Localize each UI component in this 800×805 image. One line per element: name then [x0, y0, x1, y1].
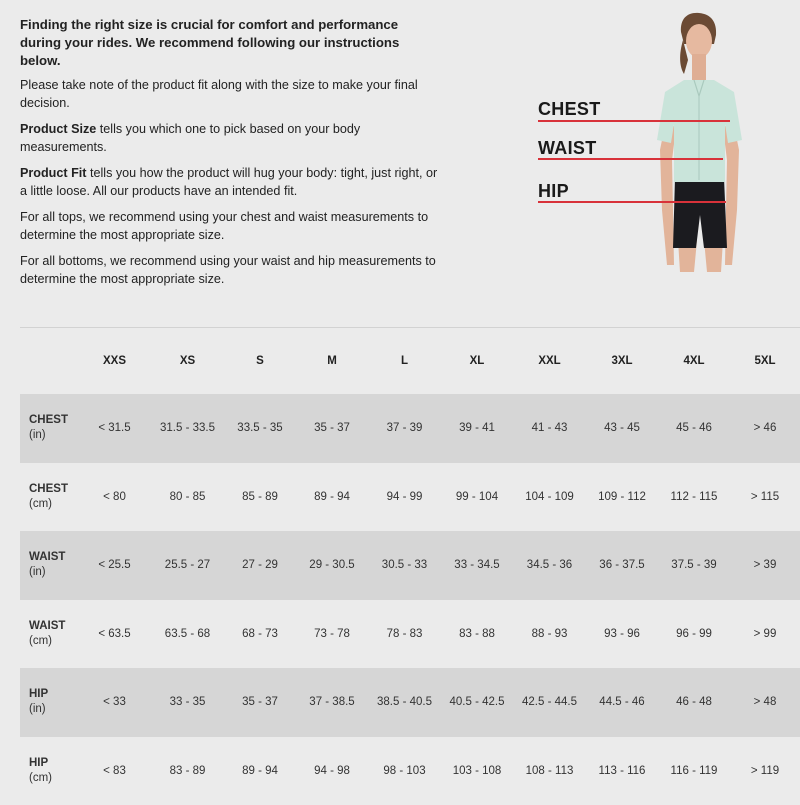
- table-cell: 93 - 96: [586, 600, 658, 669]
- table-cell: 30.5 - 33: [368, 531, 441, 600]
- tops-advice: For all tops, we recommend using your chest and waist measurements to determine the most appropriate size.: [20, 209, 440, 244]
- table-cell: > 48: [730, 668, 800, 737]
- row-unit: (cm): [29, 634, 77, 649]
- table-cell: 83 - 88: [441, 600, 513, 669]
- intro-note: Please take note of the product fit along with the size to make your final decision.: [20, 77, 440, 112]
- table-cell: 108 - 113: [513, 737, 586, 805]
- table-row: [20, 394, 800, 463]
- table-cell: 88 - 93: [513, 600, 586, 669]
- table-cell: < 80: [78, 463, 151, 532]
- table-cell: 40.5 - 42.5: [441, 668, 513, 737]
- size-header: XXL: [513, 328, 586, 394]
- product-size-paragraph: [20, 121, 440, 156]
- row-header: [20, 394, 78, 463]
- table-cell: 43 - 45: [586, 394, 658, 463]
- size-header: L: [368, 328, 441, 394]
- table-cell: 89 - 94: [224, 737, 296, 805]
- table-cell: 68 - 73: [224, 600, 296, 669]
- size-header: 5XL: [730, 328, 800, 394]
- table-cell: 37 - 38.5: [296, 668, 368, 737]
- table-cell: 80 - 85: [151, 463, 224, 532]
- table-cell: < 83: [78, 737, 151, 805]
- table-cell: 42.5 - 44.5: [513, 668, 586, 737]
- row-unit: (in): [29, 702, 77, 717]
- table-cell: 113 - 116: [586, 737, 658, 805]
- table-cell: 36 - 37.5: [586, 531, 658, 600]
- row-measure-name: HIP: [29, 687, 77, 702]
- row-unit: (cm): [29, 497, 77, 512]
- size-header: S: [224, 328, 296, 394]
- table-cell: 103 - 108: [441, 737, 513, 805]
- measurement-figure: [536, 10, 800, 280]
- table-cell: 37 - 39: [368, 394, 441, 463]
- table-cell: 34.5 - 36: [513, 531, 586, 600]
- row-header: [20, 463, 78, 532]
- table-cell: 33 - 34.5: [441, 531, 513, 600]
- table-cell: 35 - 37: [296, 394, 368, 463]
- table-cell: 78 - 83: [368, 600, 441, 669]
- table-cell: > 99: [730, 600, 800, 669]
- row-header: [20, 531, 78, 600]
- table-row: [20, 531, 800, 600]
- table-cell: 33 - 35: [151, 668, 224, 737]
- table-cell: 39 - 41: [441, 394, 513, 463]
- size-header: 3XL: [586, 328, 658, 394]
- table-cell: 63.5 - 68: [151, 600, 224, 669]
- intro-headline: Finding the right size is crucial for comfort and performance during your rides. We recommend following our instructions below.: [20, 16, 440, 70]
- product-fit-text: tells you how the product will hug your body: tight, just right, or a little loose. All our products have an intended fit.: [20, 166, 437, 198]
- chest-label: CHEST: [538, 99, 601, 120]
- table-cell: 44.5 - 46: [586, 668, 658, 737]
- table-cell: > 119: [730, 737, 800, 805]
- table-cell: 27 - 29: [224, 531, 296, 600]
- table-cell: 41 - 43: [513, 394, 586, 463]
- row-measure-name: HIP: [29, 756, 77, 771]
- table-cell: > 115: [730, 463, 800, 532]
- bottoms-advice: For all bottoms, we recommend using your waist and hip measurements to determine the most appropriate size.: [20, 253, 440, 288]
- table-row: [20, 737, 800, 805]
- product-size-term: Product Size: [20, 122, 96, 136]
- corner-cell: [20, 328, 78, 394]
- size-header-row: [20, 328, 800, 394]
- table-cell: < 31.5: [78, 394, 151, 463]
- table-cell: 29 - 30.5: [296, 531, 368, 600]
- row-measure-name: CHEST: [29, 482, 77, 497]
- table-cell: 35 - 37: [224, 668, 296, 737]
- table-cell: 98 - 103: [368, 737, 441, 805]
- table-cell: 96 - 99: [658, 600, 730, 669]
- size-header: XS: [151, 328, 224, 394]
- table-cell: 33.5 - 35: [224, 394, 296, 463]
- row-measure-name: WAIST: [29, 550, 77, 565]
- table-cell: 25.5 - 27: [151, 531, 224, 600]
- hip-line: [538, 201, 726, 203]
- table-cell: < 33: [78, 668, 151, 737]
- table-cell: 99 - 104: [441, 463, 513, 532]
- table-row: [20, 463, 800, 532]
- product-size-text: tells you which one to pick based on your body measurements.: [20, 122, 360, 154]
- table-cell: 109 - 112: [586, 463, 658, 532]
- table-cell: 46 - 48: [658, 668, 730, 737]
- chest-line: [538, 120, 730, 122]
- row-header: [20, 668, 78, 737]
- table-cell: > 39: [730, 531, 800, 600]
- table-cell: < 25.5: [78, 531, 151, 600]
- row-header: [20, 737, 78, 805]
- shorts-shape: [673, 178, 727, 248]
- waist-line: [538, 158, 723, 160]
- table-cell: 89 - 94: [296, 463, 368, 532]
- row-measure-name: CHEST: [29, 413, 77, 428]
- intro-text: [20, 16, 440, 297]
- hip-label: HIP: [538, 181, 569, 202]
- table-cell: 73 - 78: [296, 600, 368, 669]
- waist-label: WAIST: [538, 138, 597, 159]
- row-unit: (in): [29, 428, 77, 443]
- row-header: [20, 600, 78, 669]
- size-header: 4XL: [658, 328, 730, 394]
- table-cell: 112 - 115: [658, 463, 730, 532]
- table-row: [20, 600, 800, 669]
- row-measure-name: WAIST: [29, 619, 77, 634]
- table-cell: < 63.5: [78, 600, 151, 669]
- table-cell: 38.5 - 40.5: [368, 668, 441, 737]
- size-header: M: [296, 328, 368, 394]
- table-cell: > 46: [730, 394, 800, 463]
- product-fit-term: Product Fit: [20, 166, 86, 180]
- product-fit-paragraph: [20, 165, 440, 200]
- table-cell: 94 - 99: [368, 463, 441, 532]
- table-cell: 37.5 - 39: [658, 531, 730, 600]
- table-cell: 116 - 119: [658, 737, 730, 805]
- table-cell: 45 - 46: [658, 394, 730, 463]
- size-chart-table: [20, 328, 800, 805]
- table-cell: 83 - 89: [151, 737, 224, 805]
- table-row: [20, 668, 800, 737]
- table-cell: 31.5 - 33.5: [151, 394, 224, 463]
- size-header: XL: [441, 328, 513, 394]
- row-unit: (in): [29, 565, 77, 580]
- table-cell: 104 - 109: [513, 463, 586, 532]
- size-header: XXS: [78, 328, 151, 394]
- table-cell: 85 - 89: [224, 463, 296, 532]
- row-unit: (cm): [29, 771, 77, 786]
- table-cell: 94 - 98: [296, 737, 368, 805]
